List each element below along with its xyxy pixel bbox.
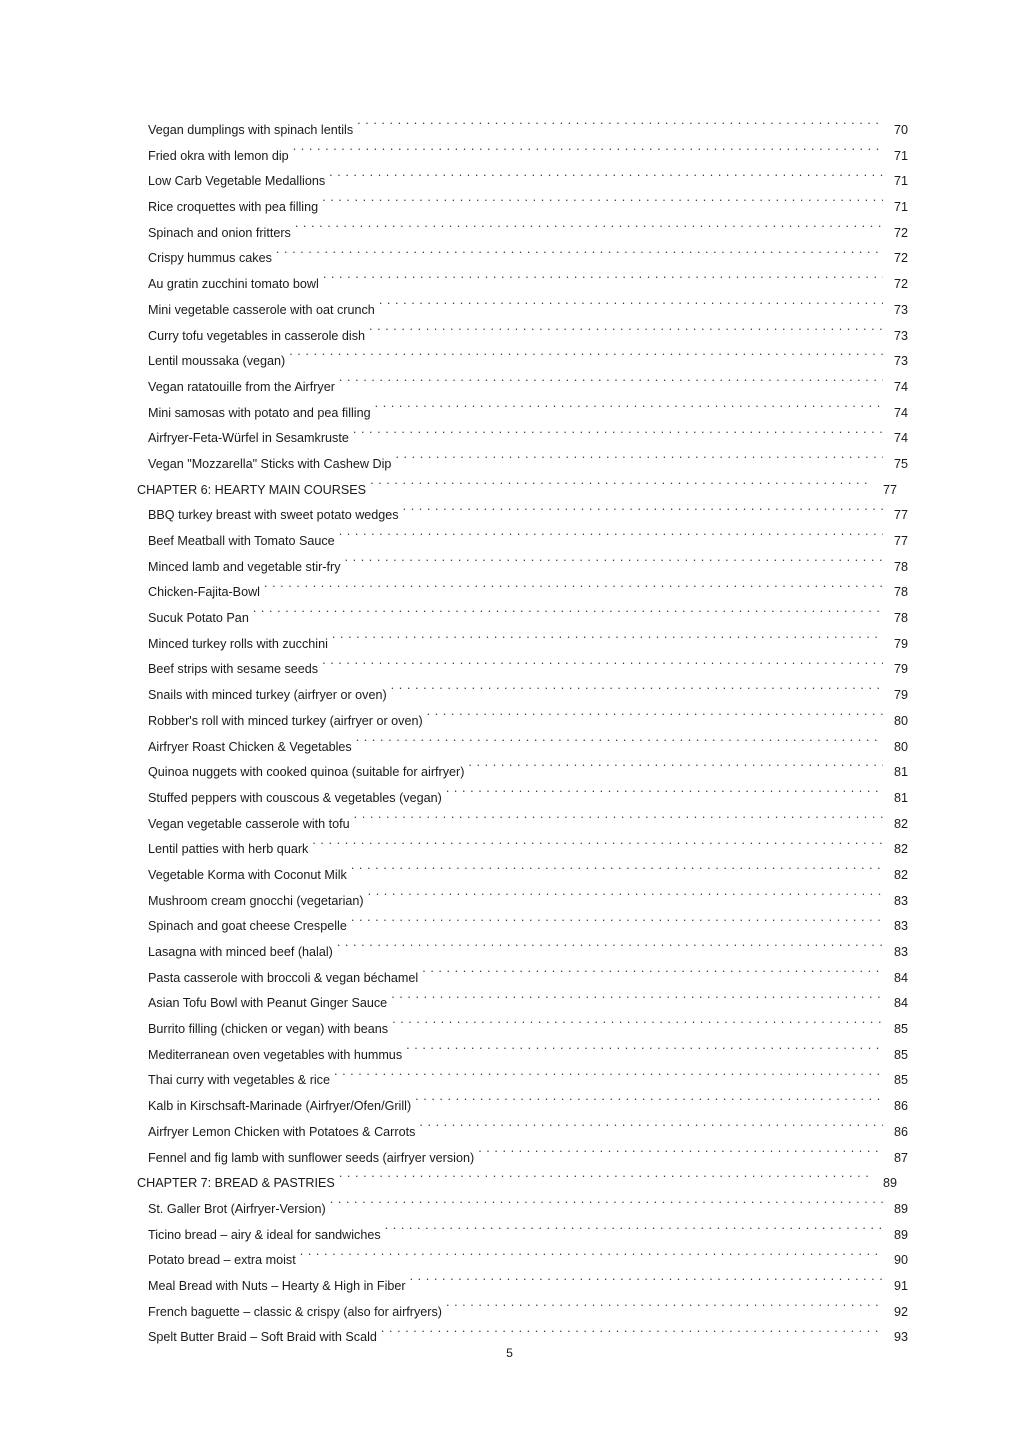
toc-dot-leader: [329, 173, 883, 186]
toc-entry-page-number: 87: [893, 1150, 908, 1165]
toc-dot-leader: [446, 1303, 883, 1316]
toc-recipe-entry[interactable]: [137, 837, 908, 863]
toc-entry-label: Fried okra with lemon dip: [148, 148, 289, 163]
toc-dot-leader: [422, 969, 883, 982]
toc-entry-label: Sucuk Potato Pan: [148, 611, 249, 626]
toc-dot-leader: [295, 224, 883, 237]
toc-dot-leader: [370, 481, 872, 494]
toc-recipe-entry[interactable]: [137, 1146, 908, 1172]
toc-dot-leader: [322, 198, 883, 211]
toc-entry-page-number: 80: [893, 713, 908, 728]
toc-entry-label: Beef Meatball with Tomato Sauce: [148, 534, 335, 548]
toc-recipe-entry[interactable]: [137, 555, 908, 581]
toc-dot-leader: [369, 327, 883, 340]
toc-dot-leader: [300, 1252, 883, 1265]
toc-entry-page-number: 78: [893, 611, 908, 626]
toc-entry-label: Spinach and onion fritters: [148, 225, 291, 240]
toc-entry-page-number: 78: [893, 559, 908, 574]
toc-recipe-entry[interactable]: [137, 914, 908, 940]
toc-entry-page-number: 74: [893, 431, 908, 446]
toc-recipe-entry[interactable]: [137, 606, 908, 632]
toc-recipe-entry[interactable]: [137, 401, 908, 427]
toc-entry-page-number: 73: [893, 302, 908, 317]
toc-recipe-entry[interactable]: [137, 272, 908, 298]
toc-entry-label: Pasta casserole with broccoli & vegan béchamel: [148, 970, 419, 985]
toc-entry-label: CHAPTER 6: HEARTY MAIN COURSES: [137, 482, 367, 497]
toc-entry-page-number: 82: [893, 867, 908, 882]
toc-dot-leader: [395, 455, 883, 468]
toc-dot-leader: [391, 995, 883, 1008]
toc-recipe-entry[interactable]: [137, 1017, 908, 1043]
toc-dot-leader: [334, 1072, 883, 1085]
toc-chapter-entry[interactable]: [137, 478, 897, 504]
toc-entry-label: Mushroom cream gnocchi (vegetarian): [148, 893, 364, 908]
toc-recipe-entry[interactable]: [137, 1197, 908, 1223]
toc-entry-page-number: 85: [893, 1022, 908, 1037]
toc-entry-label: Ticino bread – airy & ideal for sandwiches: [148, 1227, 381, 1242]
toc-dot-leader: [323, 276, 883, 289]
toc-entry-page-number: 90: [893, 1253, 908, 1268]
toc-entry-label: Curry tofu vegetables in casserole dish: [148, 328, 366, 343]
toc-entry-label: Lasagna with minced beef (halal): [148, 945, 333, 959]
toc-entry-page-number: 79: [893, 688, 908, 703]
toc-recipe-entry[interactable]: [137, 735, 908, 761]
toc-recipe-entry[interactable]: [137, 632, 908, 658]
toc-entry-page-number: 83: [893, 945, 908, 959]
toc-dot-leader: [312, 841, 883, 854]
toc-dot-leader: [368, 892, 883, 905]
toc-dot-leader: [322, 661, 883, 674]
toc-recipe-entry[interactable]: [137, 118, 908, 144]
toc-entry-label: Vegetable Korma with Coconut Milk: [148, 867, 347, 882]
toc-recipe-entry[interactable]: [137, 863, 908, 889]
toc-dot-leader: [415, 1098, 883, 1111]
toc-entry-label: Stuffed peppers with couscous & vegetables (vegan): [148, 790, 442, 805]
toc-recipe-entry[interactable]: [137, 298, 908, 324]
toc-entry-page-number: 71: [893, 148, 908, 163]
toc-dot-leader: [478, 1149, 883, 1162]
toc-entry-page-number: 73: [893, 328, 908, 343]
toc-entry-page-number: 82: [893, 842, 908, 857]
toc-entry-page-number: 92: [893, 1304, 908, 1319]
toc-recipe-entry[interactable]: [137, 221, 908, 247]
toc-dot-leader: [446, 789, 883, 802]
toc-entry-page-number: 89: [893, 1227, 908, 1242]
toc-entry-label: Vegan dumplings with spinach lentils: [148, 123, 354, 137]
toc-recipe-entry[interactable]: [137, 889, 908, 915]
toc-entry-page-number: 78: [893, 585, 908, 600]
toc-recipe-entry[interactable]: [137, 1274, 908, 1300]
toc-dot-leader: [375, 404, 883, 417]
toc-dot-leader: [353, 430, 883, 443]
toc-entry-page-number: 74: [893, 405, 908, 420]
toc-recipe-entry[interactable]: [137, 1300, 908, 1326]
toc-entry-label: Thai curry with vegetables & rice: [148, 1073, 330, 1088]
toc-entry-label: Mini samosas with potato and pea filling: [148, 405, 371, 420]
toc-entry-page-number: 86: [893, 1099, 908, 1114]
toc-dot-leader: [357, 121, 883, 134]
toc-recipe-entry[interactable]: [137, 966, 908, 992]
toc-entry-label: Burrito filling (chicken or vegan) with beans: [148, 1022, 389, 1037]
toc-entry-page-number: 89: [882, 1176, 897, 1191]
toc-entry-label: Chicken-Fajita-Bowl: [148, 585, 260, 600]
toc-entry-page-number: 86: [893, 1124, 908, 1139]
toc-dot-leader: [276, 250, 883, 263]
toc-entry-label: Au gratin zucchini tomato bowl: [148, 277, 319, 292]
toc-entry-page-number: 91: [893, 1278, 908, 1293]
toc-entry-label: Kalb in Kirschsaft-Marinade (Airfryer/Ofen/Grill): [148, 1099, 412, 1114]
toc-entry-label: Vegan vegetable casserole with tofu: [148, 816, 350, 831]
toc-entry-page-number: 84: [893, 996, 908, 1011]
toc-entry-page-number: 93: [893, 1330, 908, 1345]
toc-recipe-entry[interactable]: [137, 246, 908, 272]
toc-entry-label: Spinach and goat cheese Crespelle: [148, 919, 347, 934]
toc-dot-leader: [392, 1020, 883, 1033]
toc-dot-leader: [354, 815, 883, 828]
toc-recipe-entry[interactable]: [137, 1120, 908, 1146]
toc-entry-page-number: 71: [893, 200, 908, 215]
toc-recipe-entry[interactable]: [137, 1094, 908, 1120]
toc-entry-page-number: 77: [882, 482, 897, 497]
toc-recipe-entry[interactable]: [137, 580, 908, 606]
toc-recipe-entry[interactable]: [137, 657, 908, 683]
toc-entry-page-number: 73: [893, 354, 908, 369]
toc-entry-label: Snails with minced turkey (airfryer or oven): [148, 688, 387, 703]
toc-entry-label: Airfryer Roast Chicken & Vegetables: [148, 739, 352, 754]
toc-recipe-entry[interactable]: [137, 1248, 908, 1274]
toc-dot-leader: [410, 1277, 883, 1290]
toc-entry-label: Potato bread – extra moist: [148, 1253, 296, 1268]
toc-dot-leader: [379, 301, 883, 314]
toc-entry-page-number: 83: [893, 919, 908, 934]
toc-entry-label: Lentil moussaka (vegan): [148, 354, 286, 369]
toc-entry-label: Quinoa nuggets with cooked quinoa (suitable for airfryer): [148, 765, 465, 780]
toc-entry-label: Spelt Butter Braid – Soft Braid with Scald: [148, 1330, 377, 1345]
toc-recipe-entry[interactable]: [137, 144, 908, 170]
toc-entry-page-number: 83: [893, 893, 908, 908]
toc-recipe-entry[interactable]: [137, 760, 908, 786]
toc-entry-label: St. Galler Brot (Airfryer-Version): [148, 1201, 326, 1216]
toc-dot-leader: [468, 764, 883, 777]
toc-entry-page-number: 81: [893, 765, 908, 780]
toc-entry-label: Crispy hummus cakes: [148, 251, 272, 266]
toc-dot-leader: [293, 147, 883, 160]
toc-dot-leader: [403, 507, 883, 520]
toc-recipe-entry[interactable]: [137, 683, 908, 709]
table-of-contents: [137, 118, 908, 1351]
toc-entry-label: Low Carb Vegetable Medallions: [148, 174, 326, 189]
toc-recipe-entry[interactable]: [137, 812, 908, 838]
toc-dot-leader: [351, 918, 883, 931]
toc-entry-label: Asian Tofu Bowl with Peanut Ginger Sauce: [148, 996, 388, 1011]
toc-entry-page-number: 75: [893, 456, 908, 471]
toc-dot-leader: [406, 1046, 883, 1059]
toc-dot-leader: [337, 943, 883, 956]
toc-entry-page-number: 81: [893, 790, 908, 805]
toc-entry-label: Vegan ratatouille from the Airfryer: [148, 379, 335, 394]
toc-entry-page-number: 79: [893, 662, 908, 677]
toc-dot-leader: [253, 609, 883, 622]
toc-entry-page-number: 89: [893, 1201, 908, 1216]
toc-entry-label: Airfryer Lemon Chicken with Potatoes & Carrots: [148, 1124, 416, 1139]
toc-dot-leader: [289, 353, 883, 366]
toc-chapter-entry[interactable]: [137, 1171, 897, 1197]
toc-dot-leader: [332, 635, 883, 648]
toc-entry-label: Vegan "Mozzarella" Sticks with Cashew Dip: [148, 456, 392, 471]
toc-entry-label: Meal Bread with Nuts – Hearty & High in Fiber: [148, 1278, 406, 1293]
page-number-footer: 5: [506, 1346, 513, 1360]
toc-dot-leader: [419, 1123, 883, 1136]
toc-dot-leader: [345, 558, 884, 571]
toc-dot-leader: [339, 1175, 872, 1188]
toc-entry-page-number: 85: [893, 1047, 908, 1062]
toc-entry-label: Mini vegetable casserole with oat crunch: [148, 302, 375, 317]
toc-entry-label: Rice croquettes with pea filling: [148, 200, 319, 215]
toc-entry-page-number: 84: [893, 970, 908, 985]
toc-recipe-entry[interactable]: [137, 349, 908, 375]
toc-recipe-entry[interactable]: [137, 940, 908, 966]
toc-dot-leader: [264, 584, 883, 597]
toc-entry-page-number: 77: [893, 508, 908, 523]
toc-entry-label: Mediterranean oven vegetables with hummus: [148, 1047, 403, 1062]
toc-recipe-entry[interactable]: [137, 1068, 908, 1094]
toc-entry-label: Lentil patties with herb quark: [148, 842, 309, 857]
toc-recipe-entry[interactable]: [137, 169, 908, 195]
toc-dot-leader: [385, 1226, 883, 1239]
toc-dot-leader: [339, 532, 883, 545]
toc-recipe-entry[interactable]: [137, 503, 908, 529]
toc-dot-leader: [330, 1200, 883, 1213]
toc-recipe-entry[interactable]: [137, 375, 908, 401]
toc-dot-leader: [381, 1329, 883, 1342]
toc-dot-leader: [427, 712, 883, 725]
toc-entry-label: Minced lamb and vegetable stir-fry: [148, 559, 341, 574]
toc-entry-page-number: 85: [893, 1073, 908, 1088]
toc-entry-label: Fennel and fig lamb with sunflower seeds (airfryer version): [148, 1150, 475, 1165]
toc-recipe-entry[interactable]: [137, 529, 908, 555]
toc-dot-leader: [351, 866, 883, 879]
toc-entry-page-number: 79: [893, 636, 908, 651]
toc-recipe-entry[interactable]: [137, 452, 908, 478]
toc-entry-page-number: 72: [893, 225, 908, 240]
toc-entry-page-number: 70: [893, 123, 908, 137]
toc-recipe-entry[interactable]: [137, 709, 908, 735]
toc-entry-label: French baguette – classic & crispy (also for airfryers): [148, 1304, 442, 1319]
toc-dot-leader: [391, 687, 883, 700]
toc-recipe-entry[interactable]: [137, 324, 908, 350]
toc-recipe-entry[interactable]: [137, 1223, 908, 1249]
toc-entry-label: Airfryer-Feta-Würfel in Sesamkruste: [148, 431, 349, 446]
toc-entry-page-number: 72: [893, 277, 908, 292]
toc-entry-page-number: 80: [893, 739, 908, 754]
toc-entry-page-number: 74: [893, 379, 908, 394]
toc-entry-page-number: 77: [893, 534, 908, 548]
toc-entry-page-number: 71: [893, 174, 908, 189]
toc-entry-label: Robber's roll with minced turkey (airfryer or oven): [148, 713, 423, 728]
toc-entry-label: Beef strips with sesame seeds: [148, 662, 319, 677]
toc-entry-page-number: 72: [893, 251, 908, 266]
toc-dot-leader: [339, 378, 883, 391]
toc-recipe-entry[interactable]: [137, 1043, 908, 1069]
toc-entry-label: BBQ turkey breast with sweet potato wedges: [148, 508, 399, 523]
toc-entry-label: Minced turkey rolls with zucchini: [148, 636, 328, 651]
toc-recipe-entry[interactable]: [137, 195, 908, 221]
toc-recipe-entry[interactable]: [137, 786, 908, 812]
toc-recipe-entry[interactable]: [137, 991, 908, 1017]
toc-entry-page-number: 82: [893, 816, 908, 831]
toc-recipe-entry[interactable]: [137, 426, 908, 452]
toc-dot-leader: [356, 738, 883, 751]
toc-entry-label: CHAPTER 7: BREAD & PASTRIES: [137, 1176, 335, 1191]
